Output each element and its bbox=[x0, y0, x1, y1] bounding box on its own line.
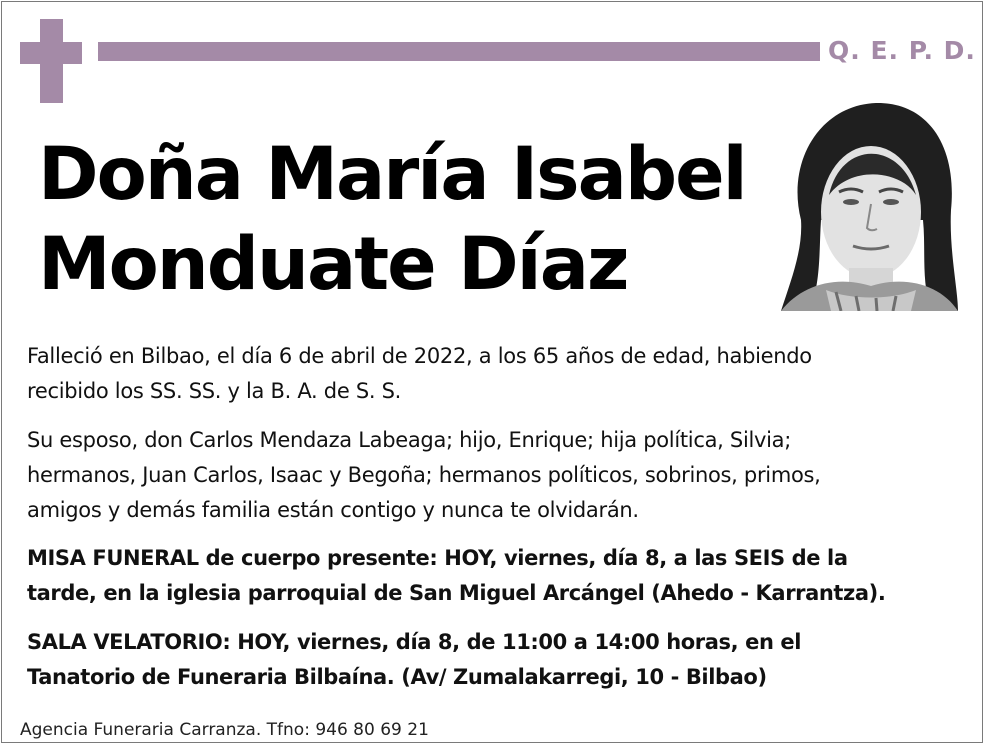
deceased-name-line1: Doña María Isabel bbox=[38, 132, 746, 217]
header-rule bbox=[98, 42, 820, 61]
portrait-photo-graphic bbox=[781, 100, 958, 311]
paragraph-line: MISA FUNERAL de cuerpo presente: HOY, viernes, día 8, a las SEIS de la bbox=[27, 546, 848, 570]
portrait-photo bbox=[781, 100, 958, 311]
funeral-mass-paragraph bbox=[27, 541, 967, 611]
paragraph-line: SALA VELATORIO: HOY, viernes, día 8, de 11:00 a 14:00 horas, en el bbox=[27, 630, 802, 654]
paragraph-line: tarde, en la iglesia parroquial de San Miguel Arcángel (Ahedo - Karrantza). bbox=[27, 581, 886, 605]
paragraph-line: hermanos, Juan Carlos, Isaac y Begoña; hermanos políticos, sobrinos, primos, bbox=[27, 463, 821, 487]
obituary-frame bbox=[1, 1, 983, 743]
cross-horizontal-bar bbox=[20, 42, 82, 64]
wake-room-paragraph bbox=[27, 625, 967, 695]
deceased-name bbox=[38, 130, 758, 310]
paragraph-line: Tanatorio de Funeraria Bilbaína. (Av/ Zumalakarregi, 10 - Bilbao) bbox=[27, 665, 767, 689]
deceased-name-line2: Monduate Díaz bbox=[38, 222, 628, 307]
funeral-agency-contact: Agencia Funeraria Carranza. Tfno: 946 80 69 21 bbox=[20, 720, 429, 740]
paragraph-line: amigos y demás familia están contigo y nunca te olvidarán. bbox=[27, 498, 639, 522]
paragraph-line: Su esposo, don Carlos Mendaza Labeaga; hijo, Enrique; hija política, Silvia; bbox=[27, 428, 792, 452]
paragraph-line: Falleció en Bilbao, el día 6 de abril de 2022, a los 65 años de edad, habiendo bbox=[27, 344, 812, 368]
death-notice-paragraph bbox=[27, 339, 967, 409]
family-paragraph bbox=[27, 423, 967, 528]
paragraph-line: recibido los SS. SS. y la B. A. de S. S. bbox=[27, 379, 402, 403]
qepd-label: Q. E. P. D. bbox=[828, 36, 976, 65]
